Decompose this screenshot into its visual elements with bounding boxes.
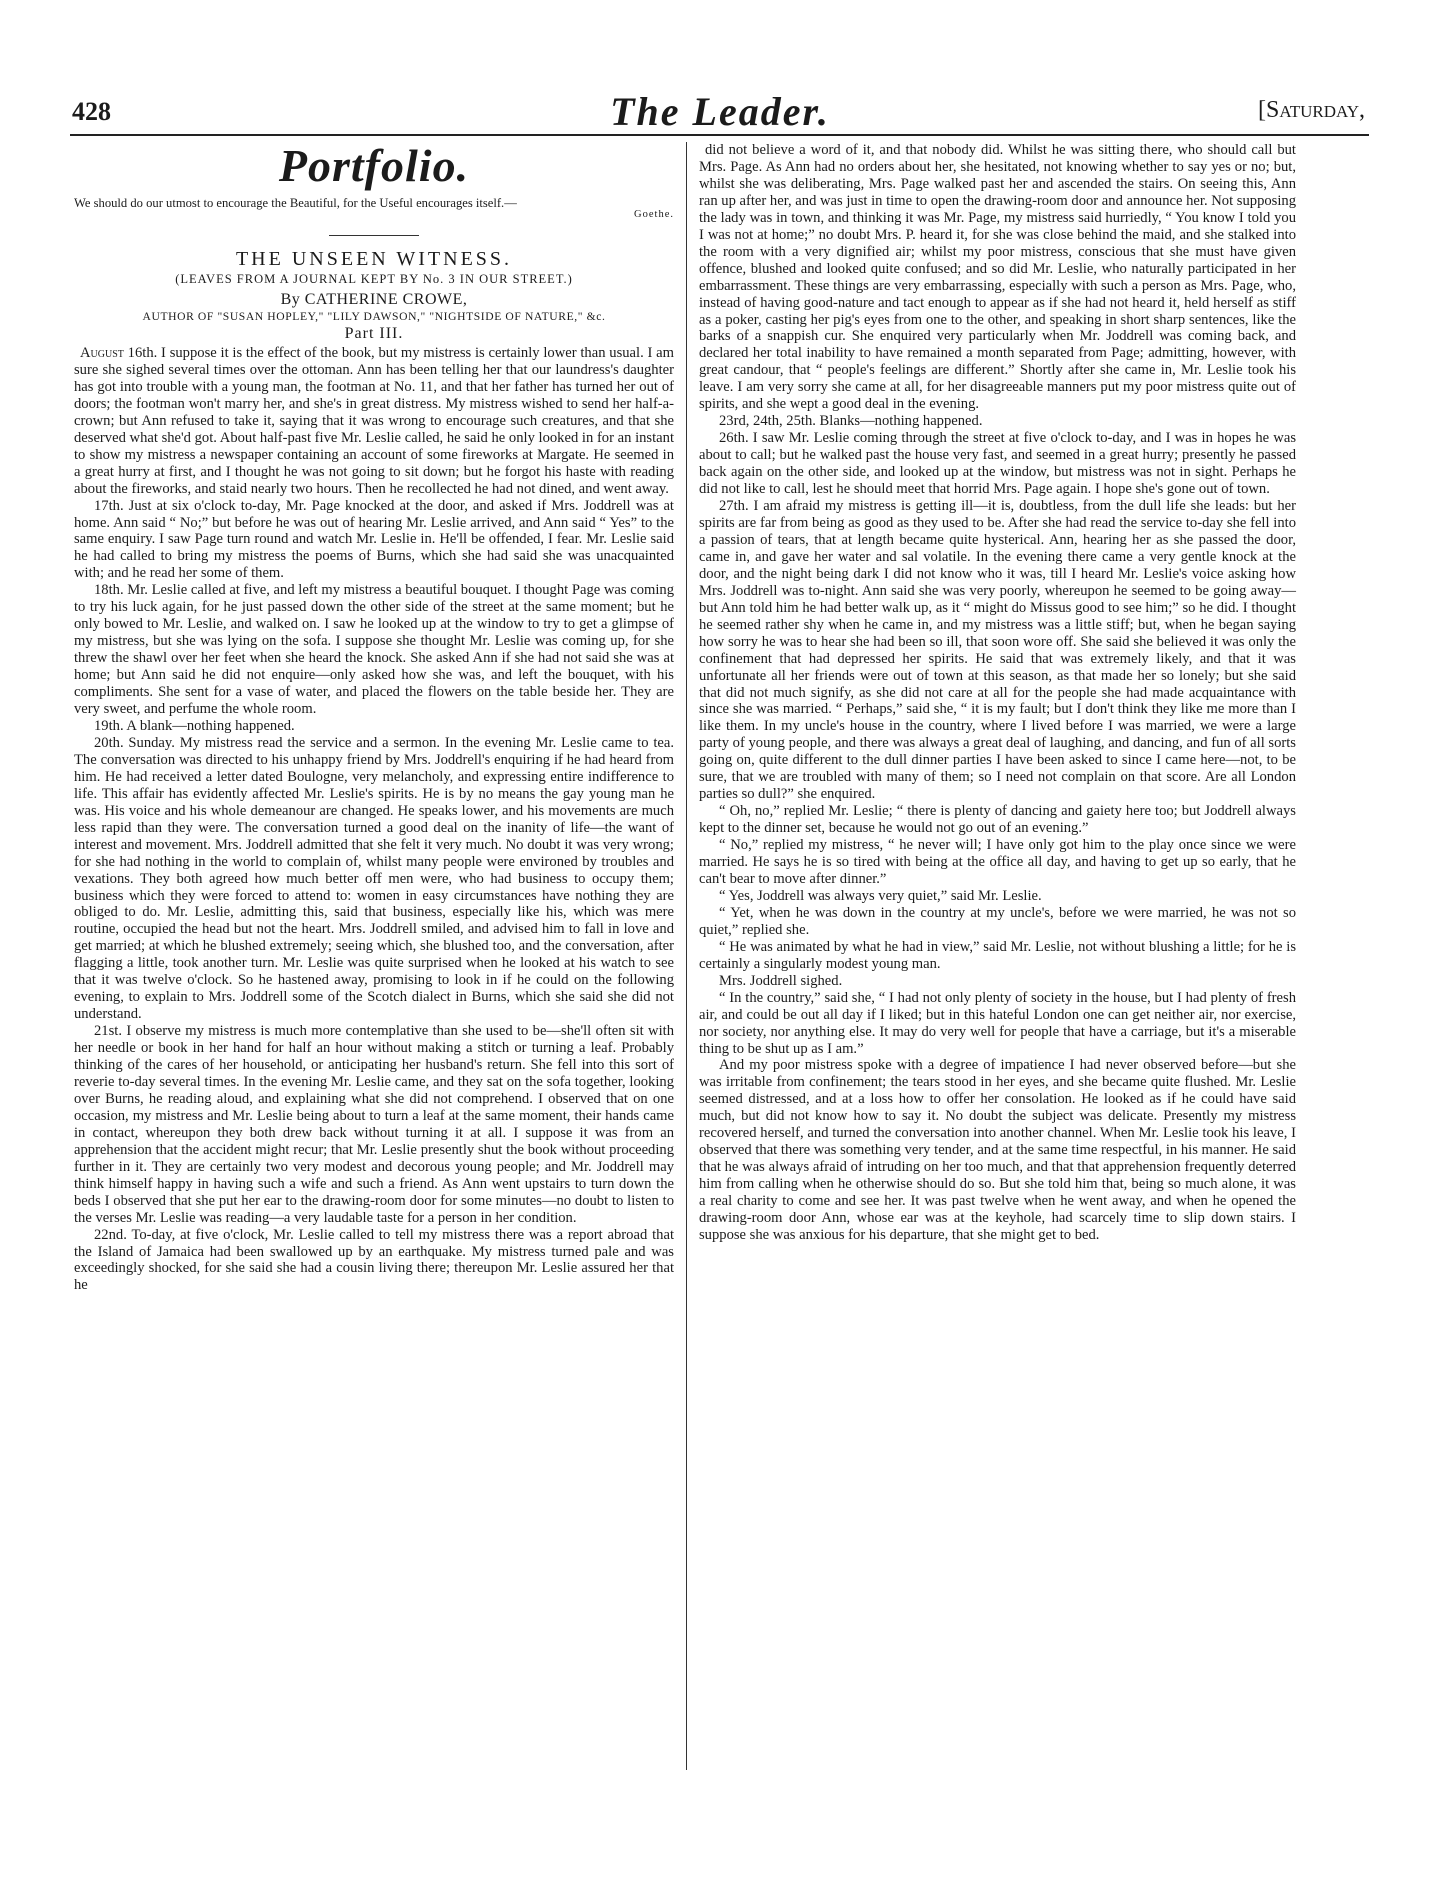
lead-paragraph	[74, 345, 674, 498]
paragraph: Mrs. Joddrell sighed.	[719, 972, 843, 989]
paragraph: 23rd, 24th, 25th. Blanks—nothing happened.	[719, 413, 983, 430]
story-title: THE UNSEEN WITNESS.	[235, 248, 513, 270]
section-title: Portfolio.	[278, 140, 470, 191]
story-subtitle: (LEAVES FROM A JOURNAL KEPT BY No. 3 IN OUR STREET.)	[175, 272, 573, 286]
epigraph: We should do our utmost to encourage the Beautiful, for the Useful encourages itself.—	[74, 196, 517, 210]
part-heading: Part III.	[344, 325, 404, 342]
title-rule	[329, 235, 419, 236]
paragraph: 21st. I observe my mistress is much more contemplative than she used to be—she'll often sit with her needle or book in her hand for half an hour without making a stitch or turning a leaf. Probably thinking of the cares of her household, or anticipating her husband's return. She fell into this sort of reverie to-day several times. In the evening Mr. Leslie came, and they sat on the sofa together, looking over Burns, he reading aloud, and explaining what she did not comprehend. I observed that on one occasion, my mistress and Mr. Leslie being about to turn a leaf at the same moment, their hands came in contact, whereupon they both drew back without turning it at all. I suppose it was from an apprehension that the accident might recur; that Mr. Leslie presently shut the book without proceeding further in it. They are certainly two very modest and decorous young people; and Mr. Joddrell may think himself happy in having such a wife and such a friend. As Ann went upstairs to turn down the beds I observed that she put her ear to the drawing-room door for some minutes—no doubt to listen to the verses Mr. Leslie was reading—a very laudable taste for a person in her condition.	[74, 1023, 674, 1226]
paragraph: “ Oh, no,” replied Mr. Leslie; “ there is plenty of dancing and gaiety here too; but Joddrell always kept to the dinner set, because he would not go out of an evening.”	[699, 803, 1296, 837]
issue-day: [Saturday,	[1257, 97, 1365, 123]
paragraph: “ Yes, Joddrell was always very quiet,” said Mr. Leslie.	[719, 887, 1042, 904]
epigraph-source: Goethe.	[634, 209, 674, 220]
right-column	[699, 142, 1296, 1244]
masthead-title: The Leader.	[610, 89, 830, 134]
paragraph: 17th. Just at six o'clock to-day, Mr. Page knocked at the door, and asked if Mrs. Joddrell was at home. Ann said “ No;” but before he was out of hearing Mr. Leslie arrived, and Ann said “ Yes” to the same enquiry. I saw Page turn round and watch Mr. Leslie in. He'll be offended, I fear. Mr. Leslie said he had called to bring my mistress the poems of Burns, which she had said she was unacquainted with; and he read her some of them.	[74, 497, 674, 582]
byline: By CATHERINE CROWE,	[280, 291, 468, 308]
paragraph: “ No,” replied my mistress, “ he never will; I have only got him to the play once since we were married. He says he is so tired with being at the office all day, and having to get up so early, that he can't bear to move after dinner.”	[699, 837, 1296, 887]
column-divider	[686, 142, 687, 1770]
paragraph: 19th. A blank—nothing happened.	[94, 717, 295, 734]
continuation-paragraph: did not believe a word of it, and that nobody did. Whilst he was sitting there, who should call but Mrs. Page. As Ann had no orders about her, she hesitated, not knowing whether to say yes or no; but, whilst she was deliberating, Mrs. Page walked past her and ascended the stairs. On seeing this, Ann ran up after her, and was just in time to open the drawing-room door and announce her. Not supposing the lady was in town, and thinking it was Mr. Page, my mistress said hurriedly, “ You know I told you I was not at home;” no doubt Mrs. P. heard it, for she was close behind the maid, and she stalked into the room with a very dignified air; whilst my poor mistress, conscious that she must have given offence, blushed and looked quite confused; and so did Mr. Leslie, who naturally participated in her embarrassment. These things are very embarrassing, especially with such a person as Mrs. Page, who, instead of having good-nature and tact enough to appear as if she had not heard it, held herself as stiff as a poker, casting her pig's eyes from one to the other, and speaking in short sharp sentences, like the barks of a snappish cur. She enquired very particularly when Mr. Joddrell was coming back, and declared her total inability to have remained a month separated from Page; admitting, however, with great candour, that “ people's feelings are different.” Shortly after she came in, Mr. Leslie took his leave. I am very sorry she came at all, for her disagreeable manners put my poor mistress quite out of spirits, and she wept a good deal in the evening.	[699, 142, 1296, 413]
paragraph: 26th. I saw Mr. Leslie coming through the street at five o'clock to-day, and I was in hopes he was about to call; but he walked past the house very fast, and seemed in a great hurry; presently he passed back again on the other side, and looked up at the window, but mistress was not in sight. Perhaps he did not like to call, lest he should meet that horrid Mrs. Page again. I hope she's gone out of town.	[699, 430, 1296, 498]
paragraph: 18th. Mr. Leslie called at five, and left my mistress a beautiful bouquet. I thought Page was coming to try his luck again, for he just passed down the other side of the street at the same moment; but he only bowed to Mr. Leslie, and walked on. I saw he looked up at the window to try to get a glimpse of my mistress, but she was lying on the sofa. I suppose she thought Mr. Leslie was coming up, for she threw the shawl over her feet when she heard the knock. She asked Ann if she had not said she was at home; but Ann said he did not enquire—only asked how she was, and left the bouquet, with his compliments. She sent for a vase of water, and placed the flowers on the table beside her. They are very sweet, and perfume the whole room.	[74, 582, 674, 718]
paragraph: “ Yet, when he was down in the country at my uncle's, before we were married, he was not so quiet,” replied she.	[699, 904, 1296, 938]
paragraph: “ He was animated by what he had in view,” said Mr. Leslie, not without blushing a little; for he is certainly a singularly modest young man.	[699, 938, 1296, 972]
page-number: 428	[72, 97, 111, 126]
header-rule	[70, 134, 1369, 136]
paragraph: 20th. Sunday. My mistress read the service and a sermon. In the evening Mr. Leslie came to tea. The conversation was directed to his unhappy friend by Mrs. Joddrell's enquiring if he had heard from him. He had received a letter dated Boulogne, very melancholy, and expressing entire indifference to life. This affair has evidently affected Mr. Leslie's spirits. He is by no means the gay young man he was. His voice and his whole demeanour are changed. He speaks lower, and his movements are much less rapid than they were. The conversation turned a good deal on the inanity of life—the want of interest and movement. Mrs. Joddrell admitted that she felt it very much. No doubt it was very wrong; for she had nothing in the world to complain of, whilst many people were environed by troubles and vexations. They both agreed how much better off men were, who had business to occupy them; business which they were forced to attend to: women in easy circumstances have nothing they are obliged to do. Mr. Leslie, admitting this, said that business, especially like his, which was mere routine, occupied the head but not the heart. Mrs. Joddrell smiled, and advised him to fall in love and get married; at which he blushed extremely; seeing which, she blushed too, and the conversation, after flagging a little, took another turn. Mr. Leslie was quite surprised when he looked at his watch to see that it was twelve o'clock. So he hastened away, promising to look in if he could on the following evening, to explain to Mrs. Joddrell some of the Scotch dialect in Burns, which she said she did not understand.	[74, 734, 674, 1023]
left-column	[74, 142, 674, 1294]
paragraph: 27th. I am afraid my mistress is getting ill—it is, doubtless, from the dull life she leads: but her spirits are far from being as good as they used to be. After she had read the service to-day she fell into a passion of tears, that at length became quite hysterical. Ann, hearing her as she passed the door, came in, and gave her water and sal volatile. In the evening there came a very gentle knock at the door, and the night being dark I did not know who it was, till I heard Mr. Leslie's voice asking how Mrs. Joddrell was to-night. Ann said she was very poorly, whereupon he seemed to be going away—but Ann told him he had better walk up, as it “ might do Missus good to see him;” so he did. I thought he seemed rather shy when he came in, and my mistress was a little stiff; but, when he began saying how sorry he was to hear she had been so ill, that soon wore off. She said she believed it was only the confinement that had depressed her spirits. He said that was extremely likely, and that it was unfortunate all her friends were out of town at this season, as that made her so lonely; but she said that did not much signify, as she did not care at all for the people she had made acquaintance with since she was married. “ Perhaps,” said she, “ it is my fault; but I don't think they like me more than I like them. In my uncle's house in the country, where I lived before I was married, we were a large party of young people, and there was always a great deal of laughing, and dancing, and fun of all sorts going on, quite different to the dull dinner parties I have been asked to since I came here—not, to be sure, that we are troubled with many of them; so I need not complain on that score. Are all London parties so dull?” she enquired.	[699, 498, 1296, 803]
lead-word: August	[80, 345, 124, 361]
author-credits: AUTHOR OF "SUSAN HOPLEY," "LILY DAWSON," "NIGHTSIDE OF NATURE," &c.	[142, 310, 606, 323]
lead-text: 16th. I suppose it is the effect of the book, but my mistress is certainly lower than usual. I am sure she sighed several times over the ottoman. Ann has been telling her that our laundress's daughter has got into trouble with a young man, the footman at No. 11, and that her father has turned her out of doors; the footman won't marry her, and she's in great distress. My mistress wished to send her half-a-crown; but Ann refused to take it, saying that it was wrong to encourage such creatures, and that she deserved what she'd got. About half-past five Mr. Leslie called, he said he only looked in for an instant to show my mistress a newspaper containing an account of some fireworks at Margate. He seemed in a great hurry at first, and I thought he was not going to sit down; but he forgot his haste with reading about the fireworks, and staid nearly two hours. Then he recollected he had not dined, and went away.	[74, 345, 674, 497]
paragraph: 22nd. To-day, at five o'clock, Mr. Leslie called to tell my mistress there was a report abroad that the Island of Jamaica had been swallowed up by an earthquake. My mistress turned pale and was exceedingly shocked, for she said she had a cousin living there; thereupon Mr. Leslie assured her that he	[74, 1226, 674, 1294]
paragraph: “ In the country,” said she, “ I had not only plenty of society in the house, but I had plenty of fresh air, and could be out all day if I liked; but in this hateful London one can get neither air, nor exercise, nor society, nor anything else. It may do very well for people that have a carriage, but it's a miserable thing to be shut up as I am.”	[699, 989, 1296, 1057]
paragraph: And my poor mistress spoke with a degree of impatience I had never observed before—but she was irritable from confinement; the tears stood in her eyes, and she became quite flushed. Mr. Leslie seemed distressed, and at a loss how to offer her consolation. He looked as if he could have said much, but did not know how to say it. No doubt the subject was delicate. Presently my mistress recovered herself, and turned the conversation into another channel. When Mr. Leslie took his leave, I observed that there was something very tender, and at the same time respectful, in his manner. He said that he was always afraid of intruding on her too much, and that that apprehension frequently deterred him from calling when he otherwise should do so. But she told him that, being so much alone, it was a real charity to come and see her. It was past twelve when he went away, and when he opened the drawing-room door Ann, whose ear was at the keyhole, had scarcely time to slip down stairs. I suppose she was anxious for his departure, that she might get to bed.	[699, 1057, 1296, 1243]
